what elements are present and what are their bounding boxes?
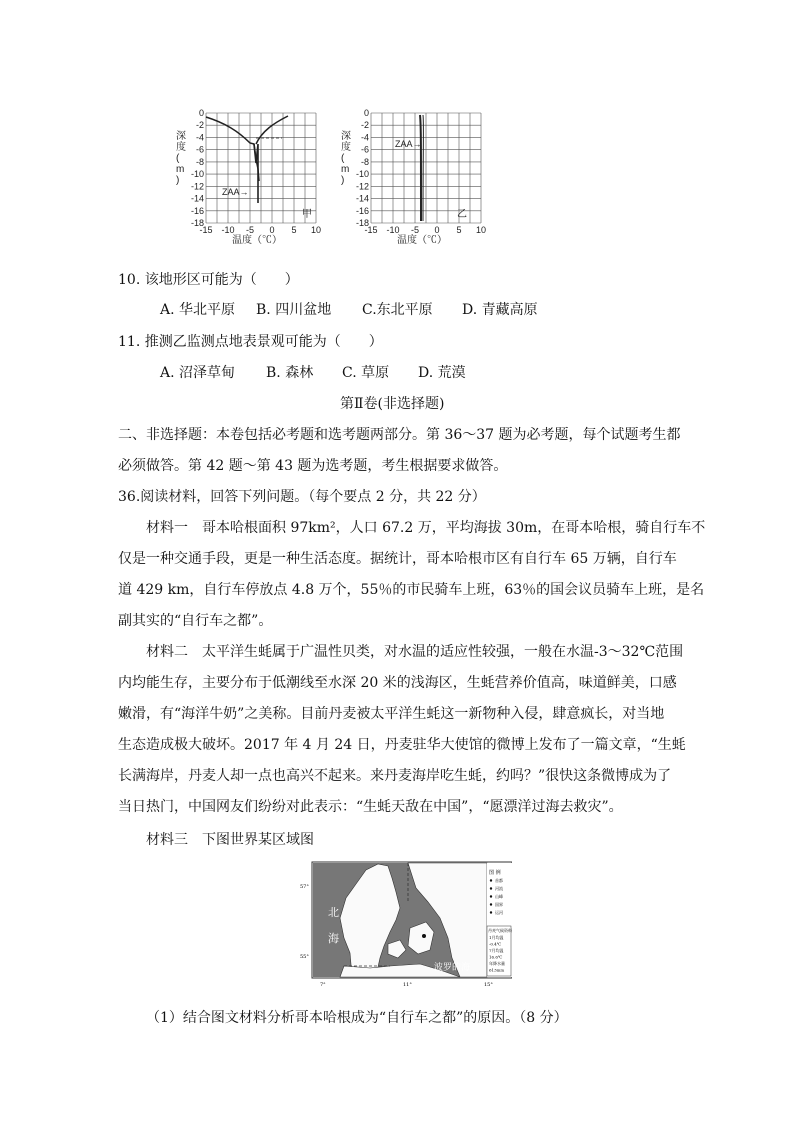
yi-y-tick-label: -14 [355, 193, 369, 204]
jia-y-tick-label: -18 [190, 218, 204, 228]
jia-y-axis-label-char: ( [176, 153, 180, 164]
jia-zaa-label: ZAA→ [222, 187, 249, 197]
material1-line3: 道 429 km，自行车停放点 4.8 万个，55％的市民骑车上班，63％的国会议员骑车上班，是名 [118, 582, 705, 598]
legend-item-label: 首都 [495, 878, 503, 883]
q11-option-c[interactable]: C. 草原 [342, 365, 390, 381]
lat-label-57: 57° [300, 884, 309, 890]
jia-x-tick-label: 5 [291, 225, 297, 235]
jia-x-tick-label: -10 [221, 225, 235, 235]
chart-yi [335, 103, 495, 250]
climate-row-text: 16.6℃ [489, 954, 503, 960]
climate-row-text: 年降水量 [489, 961, 505, 966]
jia-x-tick-label: -15 [199, 225, 213, 235]
jia-y-axis-label-char: ) [176, 175, 180, 186]
capital-marker-icon [422, 934, 426, 938]
jia-y-tick-label: -8 [195, 156, 204, 167]
yi-y-axis-label-char: m [341, 164, 350, 175]
jia-y-axis-label-char: 度 [176, 142, 186, 153]
material2-line6: 当日热门，中国网友们纷纷对此表示：“生蚝天敌在中国”，“愿漂洋过海去救灾”。 [118, 799, 623, 815]
q10-options [160, 300, 538, 320]
jia-temperature-curve-left [206, 117, 259, 181]
q10-stem: 10. 该地形区可能为（ ） [118, 272, 299, 288]
material2-line2: 内均能生存，主要分布于低潮线至水深 20 米的浅海区，生蚝营养价值高，味道鲜美，口感 [118, 675, 677, 691]
material2-line3: 嫩滑，有“海洋牛奶”之美称。目前丹麦被太平洋生蚝这一新物种入侵，肆意疯长，对当地 [118, 706, 665, 722]
yi-y-tick-label: -10 [355, 169, 369, 180]
jia-x-tick-label: 10 [310, 225, 322, 235]
section2-intro-line2: 必须做答。第 42 题～第 43 题为选考题，考生根据要求做答。 [118, 458, 508, 474]
legend-title: 图 例 [489, 870, 501, 876]
jia-y-tick-label: -6 [195, 144, 204, 155]
yi-y-axis-label-char: 度 [341, 142, 351, 153]
yi-y-tick-label: -12 [355, 181, 369, 192]
climate-row-text: 7月均温 [489, 948, 504, 953]
jia-y-tick-label: -12 [190, 181, 204, 192]
legend-item-label: 山峰 [495, 894, 503, 899]
yi-y-axis-label-char: 深 [341, 131, 351, 142]
yi-x-tick-label: -10 [386, 225, 400, 235]
legend-symbol-icon [490, 887, 492, 889]
jia-x-tick-label: 0 [269, 225, 275, 235]
yi-y-tick-label: -8 [360, 156, 369, 167]
legend-symbol-icon [490, 903, 492, 905]
legend-symbol-icon [490, 911, 492, 913]
jia-y-tick-label: -10 [190, 169, 204, 180]
climate-title: 丹麦气候资料 [488, 928, 512, 933]
yi-x-axis-label: 温度（℃） [397, 235, 447, 246]
yi-y-tick-label: -2 [360, 120, 369, 131]
yi-y-tick-label: -6 [360, 144, 369, 155]
q36-sub1: （1）结合图文材料分析哥本哈根成为“自行车之都”的原因。（8 分） [146, 1010, 568, 1026]
q11-stem: 11. 推测乙监测点地表景观可能为（ ） [118, 334, 383, 350]
jia-y-tick-label: -16 [190, 205, 204, 216]
q10-option-b[interactable]: B. 四川盆地 [256, 302, 332, 318]
yi-y-axis-label-char: ( [341, 153, 345, 164]
lon-label-15: 15° [484, 982, 493, 988]
yi-x-tick-label: -15 [364, 225, 378, 235]
climate-row-text: 1月均温 [489, 935, 504, 940]
jia-corner-label: 甲 [302, 209, 312, 220]
material1-line4: 副其实的“自行车之都”。 [118, 613, 273, 629]
region-map [300, 858, 512, 988]
yi-y-tick-label: -18 [355, 218, 369, 228]
legend-symbol-icon [490, 895, 492, 897]
jia-y-axis-label-char: 深 [176, 131, 186, 142]
jia-temperature-spike [254, 144, 258, 203]
map-sea-label-1: 北 [328, 906, 339, 919]
legend-item-label: 运河 [495, 910, 503, 915]
jia-y-tick-label: -4 [195, 132, 204, 143]
material3-title: 材料三 下图世界某区域图 [146, 832, 314, 848]
yi-x-tick-label: 0 [434, 225, 440, 235]
q10-option-c[interactable]: C.东北平原 [362, 302, 433, 318]
material2-line5: 长满海岸，丹麦人却一点也高兴不起来。来丹麦海岸吃生蚝，约吗？”很快这条微博成为了 [118, 768, 672, 784]
q10-option-d[interactable]: D. 青藏高原 [462, 302, 538, 318]
legend-symbol-icon [490, 879, 492, 881]
section2-title: 第Ⅱ卷(非选择题) [340, 396, 445, 412]
map-baltic-label: 波罗的海 [434, 963, 471, 973]
yi-zaa-label: ZAA→ [395, 139, 422, 149]
lat-label-55: 55° [300, 954, 309, 960]
yi-y-axis-label-char: ) [341, 175, 345, 186]
q11-option-b[interactable]: B. 森林 [266, 365, 314, 381]
material2-line4: 生态造成极大破坏。2017 年 4 月 24 日，丹麦驻华大使馆的微博上发布了一篇文章，“生蚝 [118, 737, 686, 753]
q10-option-a[interactable]: A. 华北平原 [160, 302, 236, 318]
yi-y-tick-label: -4 [360, 132, 369, 143]
climate-row-text: 613mm [489, 967, 505, 973]
q11-options [160, 363, 466, 383]
jia-x-tick-label: -5 [245, 225, 255, 235]
chart-jia [170, 103, 330, 250]
map-sea-label-2: 海 [328, 932, 339, 945]
yi-x-tick-label: 10 [475, 225, 487, 235]
yi-y-tick-label: -16 [355, 205, 369, 216]
lon-label-7: 7° [320, 982, 326, 988]
jia-y-tick-label: -2 [195, 120, 204, 131]
yi-x-tick-label: -5 [410, 225, 420, 235]
yi-temperature-curve [420, 115, 421, 221]
jia-x-axis-label: 温度（℃） [232, 235, 282, 246]
q11-option-a[interactable]: A. 沼泽草甸 [160, 365, 236, 381]
legend-item-label: 河流 [495, 886, 503, 891]
q36-stem: 36.阅读材料，回答下列问题。（每个要点 2 分，共 22 分） [118, 489, 486, 505]
lon-label-11: 11° [403, 982, 412, 988]
material1-line2: 仅是一种交通手段，更是一种生活态度。据统计，哥本哈根市区有自行车 65 万辆，自行车 [118, 551, 677, 567]
jia-y-axis-label-char: m [176, 164, 185, 175]
climate-row-text: -0.4℃ [489, 941, 502, 947]
legend-item-label: 国界 [495, 902, 503, 907]
jia-y-tick-label: -14 [190, 193, 204, 204]
q11-option-d[interactable]: D. 荒漠 [418, 365, 466, 381]
yi-corner-label: 乙 [457, 209, 467, 220]
section2-intro-line1: 二、非选择题：本卷包括必考题和选考题两部分。第 36～37 题为必考题，每个试题考生都 [118, 427, 681, 443]
yi-y-tick-label: 0 [363, 108, 369, 118]
yi-x-tick-label: 5 [456, 225, 462, 235]
jia-y-tick-label: 0 [198, 108, 204, 118]
material1-line1: 材料一 哥本哈根面积 97km²，人口 67.2 万，平均海拔 30m，在哥本哈根，骑自行车不 [146, 520, 706, 536]
material2-line1: 材料二 太平洋生蚝属于广温性贝类，对水温的适应性较强，一般在水温-3～32℃范围 [146, 644, 684, 660]
